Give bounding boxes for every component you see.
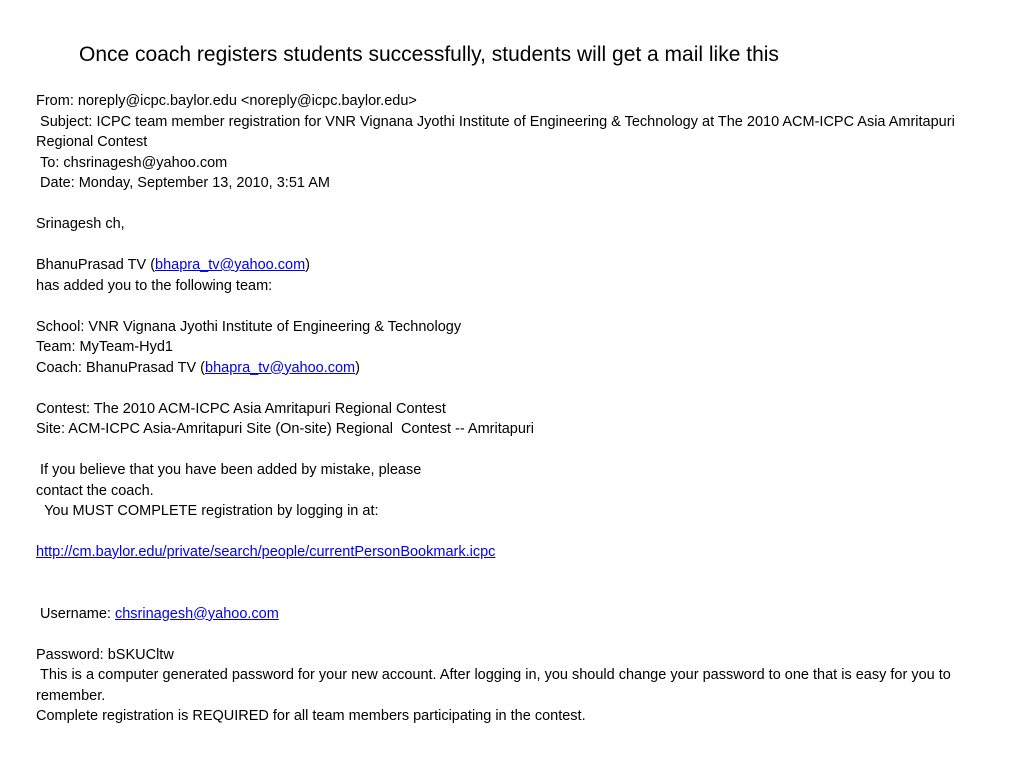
greeting: Srinagesh ch, bbox=[36, 216, 125, 232]
spacer bbox=[36, 296, 966, 317]
complete-note: Complete registration is REQUIRED for all team members participating in the contest. bbox=[36, 708, 586, 724]
subject-value: ICPC team member registration for VNR Vignana Jyothi Institute of Engineering & Technology at The 2010 ACM-ICPC Asia Amritapuri Regional Contest bbox=[36, 113, 959, 150]
subject-line bbox=[36, 112, 966, 153]
username-label: Username: bbox=[36, 605, 115, 622]
to-value: chsrinagesh@yahoo.com bbox=[63, 154, 228, 171]
coach-line bbox=[36, 255, 966, 276]
coach-email-link[interactable]: bhapra_tv@yahoo.com bbox=[155, 257, 306, 273]
spacer bbox=[36, 522, 966, 543]
coach-name: BhanuPrasad TV ( bbox=[36, 257, 156, 273]
team-line: Team: MyTeam-Hyd1 bbox=[36, 339, 173, 355]
spacer bbox=[36, 378, 966, 399]
from-label: From: bbox=[36, 93, 78, 109]
added-text: has added you to the following team: bbox=[36, 277, 273, 294]
password-line: Password: bSKUCltw bbox=[36, 646, 174, 663]
spacer bbox=[36, 194, 966, 215]
coach-detail-email-link[interactable]: bhapra_tv@yahoo.com bbox=[205, 359, 356, 376]
date-line bbox=[36, 173, 966, 194]
username-link[interactable]: chsrinagesh@yahoo.com bbox=[114, 605, 279, 622]
password-note: This is a computer generated password for your new account. After logging in, you should change your password to one that is easy for you to remember. bbox=[36, 667, 955, 704]
contest-line: Contest: The 2010 ACM-ICPC Asia Amritapuri Regional Contest bbox=[36, 400, 446, 417]
coach-close: ) bbox=[305, 257, 311, 273]
login-url-line bbox=[36, 542, 966, 563]
mistake-line-1: If you believe that you have been added by mistake, please bbox=[36, 462, 422, 478]
subject-label: Subject: bbox=[36, 113, 97, 130]
date-label: Date: bbox=[36, 175, 79, 191]
from-line bbox=[36, 91, 966, 112]
school-line: School: VNR Vignana Jyothi Institute of Engineering & Technology bbox=[36, 318, 462, 335]
spacer bbox=[36, 235, 966, 256]
must-complete-line: You MUST COMPLETE registration by logging in at: bbox=[36, 503, 379, 519]
spacer bbox=[36, 624, 966, 645]
login-url-link[interactable]: http://cm.baylor.edu/private/search/people/currentPersonBookmark.icpc bbox=[36, 544, 496, 560]
username-line bbox=[36, 604, 966, 625]
spacer bbox=[36, 583, 966, 604]
to-label: To: bbox=[36, 154, 64, 171]
coach-detail-line bbox=[36, 358, 966, 379]
spacer bbox=[36, 563, 966, 584]
to-line bbox=[36, 153, 966, 174]
from-value: noreply@icpc.baylor.edu <noreply@icpc.baylor.edu> bbox=[77, 93, 417, 109]
email-body bbox=[36, 91, 966, 727]
slide-title: Once coach registers students successfully, students will get a mail like this bbox=[79, 43, 779, 66]
spacer bbox=[36, 440, 966, 461]
coach-detail-label: Coach: BhanuPrasad TV ( bbox=[36, 359, 205, 376]
mistake-line-2: contact the coach. bbox=[36, 482, 154, 499]
site-line: Site: ACM-ICPC Asia-Amritapuri Site (On-site) Regional Contest -- Amritapuri bbox=[36, 421, 534, 437]
coach-detail-close: ) bbox=[355, 359, 360, 376]
date-value: Monday, September 13, 2010, 3:51 AM bbox=[78, 175, 330, 191]
